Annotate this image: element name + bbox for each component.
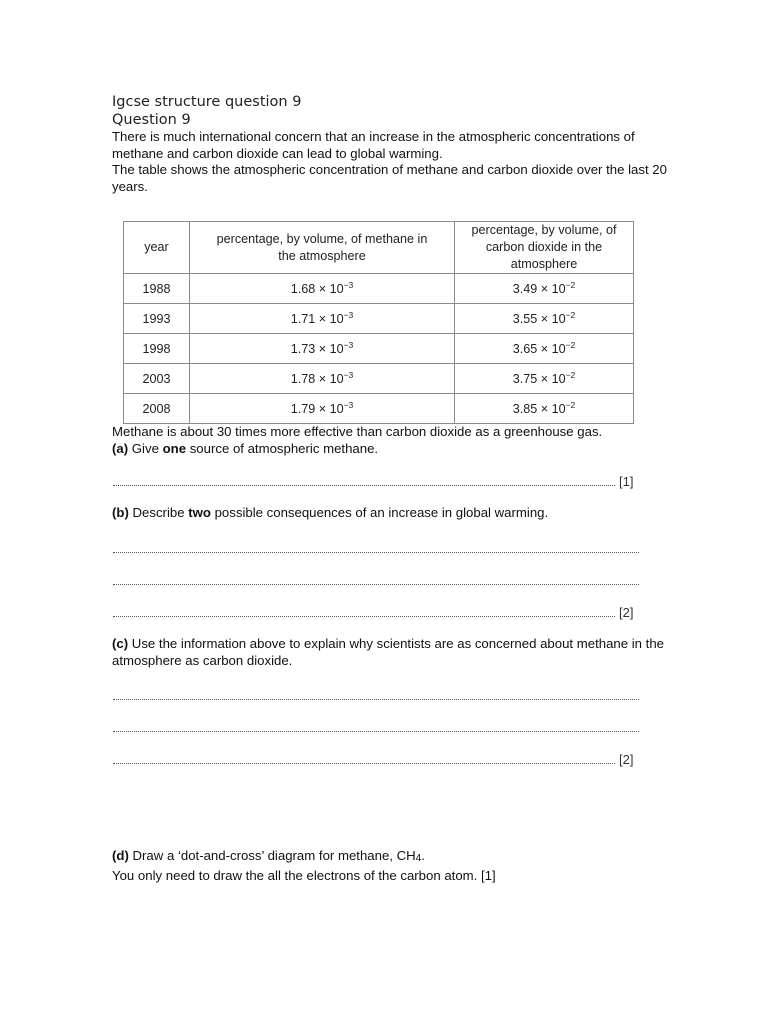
question-b: (b) Describe two possible consequences of an increase in global warming. [112, 505, 549, 520]
answer-line-b3[interactable] [113, 603, 633, 620]
question-c: (c) Use the information above to explain why scientists are as concerned about methane in the atmosphere as carbon dioxide. [112, 636, 664, 668]
header-year: year [124, 222, 190, 274]
cell-methane: $1.68 \times 10^{-3}$ [190, 274, 455, 304]
cell-co2: $3.85 \times 10^{-2}$ [455, 394, 634, 424]
answer-line-b1[interactable] [113, 539, 639, 556]
answer-line-b2[interactable] [113, 571, 639, 588]
cell-co2: $3.75 \times 10^{-2}$ [455, 364, 634, 394]
answer-line-a[interactable] [113, 472, 633, 489]
cell-year: 2003 [124, 364, 190, 394]
cell-methane: $1.78 \times 10^{-3}$ [190, 364, 455, 394]
question-a-block [112, 424, 672, 457]
question-d-line1: (d) Draw a ‘dot-and-cross’ diagram for methane, CH4. [112, 848, 425, 864]
header-co2: percentage, by volume, of carbon dioxide in the atmosphere [455, 222, 634, 274]
table-row [124, 364, 634, 394]
question-d-line2: You only need to draw the all the electrons of the carbon atom. [1] [112, 867, 496, 883]
cell-year: 1998 [124, 334, 190, 364]
question-d [112, 848, 672, 884]
table-row [124, 274, 634, 304]
greenhouse-statement: Methane is about 30 times more effective than carbon dioxide as a greenhouse gas. [112, 424, 603, 439]
answer-line-c3[interactable] [113, 750, 633, 767]
cell-methane: $1.79 \times 10^{-3}$ [190, 394, 455, 424]
table-row [124, 394, 634, 424]
intro-paragraph-2: The table shows the atmospheric concentration of methane and carbon dioxide over the last 20 years. [112, 162, 667, 194]
mark-a: [1] [619, 474, 634, 489]
intro-paragraph-1: There is much international concern that an increase in the atmospheric concentrations of methane and carbon dioxide can lead to global warming. [112, 129, 635, 161]
cell-methane: $1.73 \times 10^{-3}$ [190, 334, 455, 364]
cell-co2: $3.65 \times 10^{-2}$ [455, 334, 634, 364]
answer-line-c2[interactable] [113, 718, 639, 735]
mark-c: [2] [619, 752, 634, 767]
mark-b: [2] [619, 605, 634, 620]
concentration-table [123, 221, 634, 424]
question-heading: Question 9 [112, 112, 191, 128]
intro-text [112, 129, 672, 195]
table-header-row [124, 222, 634, 274]
cell-methane: $1.71 \times 10^{-3}$ [190, 304, 455, 334]
table-row [124, 304, 634, 334]
document-title: Igcse structure question 9 [112, 94, 302, 110]
header-methane: percentage, by volume, of methane in the atmosphere [190, 222, 455, 274]
cell-co2: $3.55 \times 10^{-2}$ [455, 304, 634, 334]
cell-year: 1993 [124, 304, 190, 334]
question-a: (a) Give one source of atmospheric methane. [112, 440, 379, 456]
answer-line-c1[interactable] [113, 686, 639, 703]
cell-year: 1988 [124, 274, 190, 304]
table-row [124, 334, 634, 364]
cell-year: 2008 [124, 394, 190, 424]
cell-co2: $3.49 \times 10^{-2}$ [455, 274, 634, 304]
